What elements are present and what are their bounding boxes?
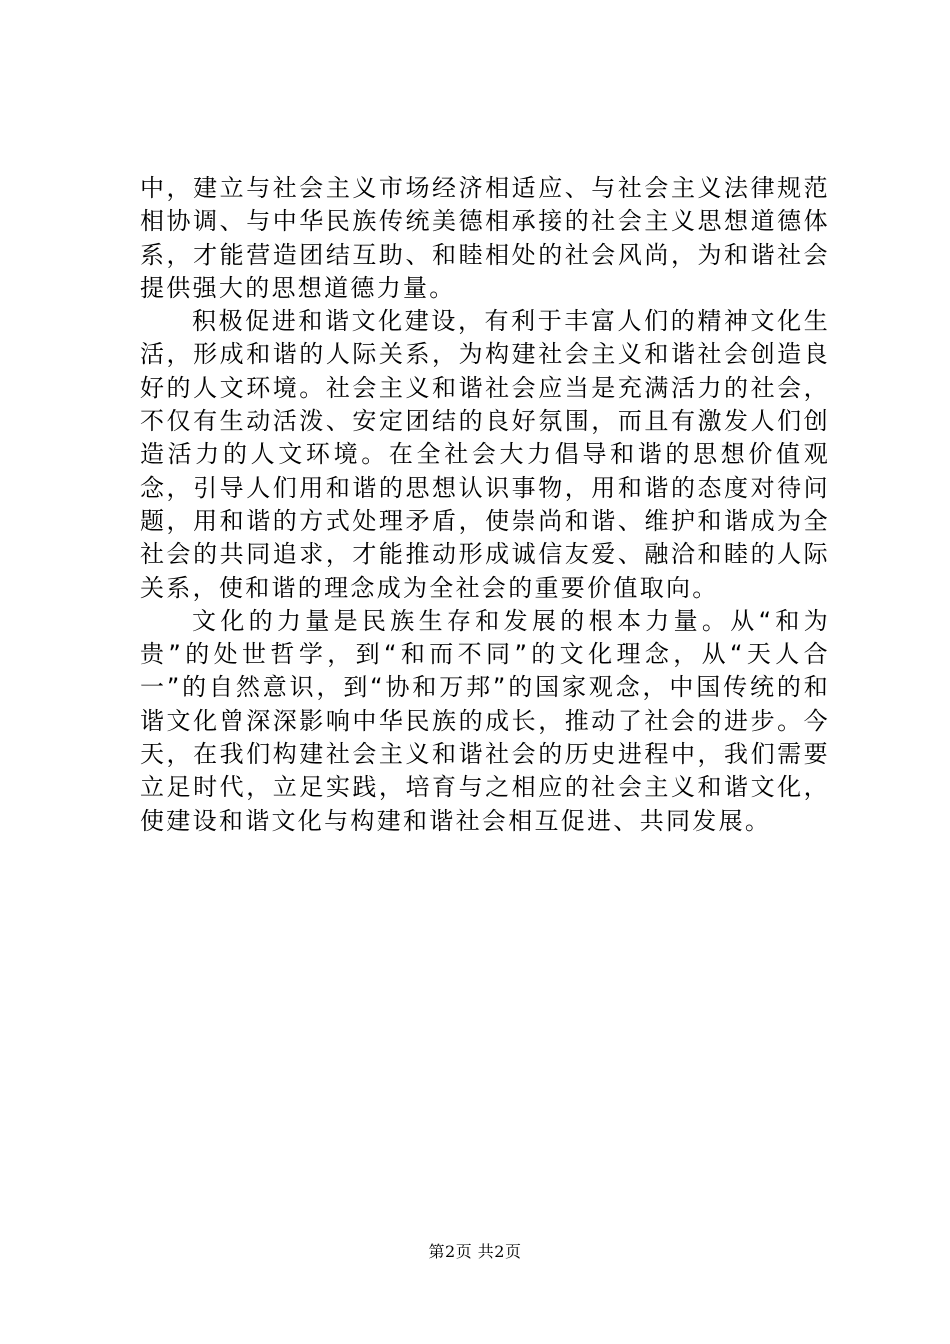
document-body xyxy=(140,172,830,838)
paragraph-power-of-culture: 文化的力量是民族生存和发展的根本力量。从“和为贵”的处世哲学，到“和而不同”的文化理念，从“天人合一”的自然意识，到“协和万邦”的国家观念，中国传统的和谐文化曾深深影响中华民族的成长，推动了社会的进步。今天，在我们构建社会主义和谐社会的历史进程中，我们需要立足时代，立足实践，培育与之相应的社会主义和谐文化，使建设和谐文化与构建和谐社会相互促进、共同发展。 xyxy=(140,606,830,835)
page-number-footer: 第2页 共2页 xyxy=(428,1242,522,1261)
paragraph-continuation: 中，建立与社会主义市场经济相适应、与社会主义法律规范相协调、与中华民族传统美德相承接的社会主义思想道德体系，才能营造团结互助、和睦相处的社会风尚，为和谐社会提供强大的思想道德力量。 xyxy=(140,174,830,302)
paragraph-harmonious-culture-building: 积极促进和谐文化建设，有利于丰富人们的精神文化生活，形成和谐的人际关系，为构建社会主义和谐社会创造良好的人文环境。社会主义和谐社会应当是充满活力的社会，不仅有生动活泼、安定团结的良好氛围，而且有激发人们创造活力的人文环境。在全社会大力倡导和谐的思想价值观念，引导人们用和谐的思想认识事物，用和谐的态度对待问题，用和谐的方式处理矛盾，使崇尚和谐、维护和谐成为全社会的共同追求，才能推动形成诚信友爱、融洽和睦的人际关系，使和谐的理念成为全社会的重要价值取向。 xyxy=(140,307,830,602)
